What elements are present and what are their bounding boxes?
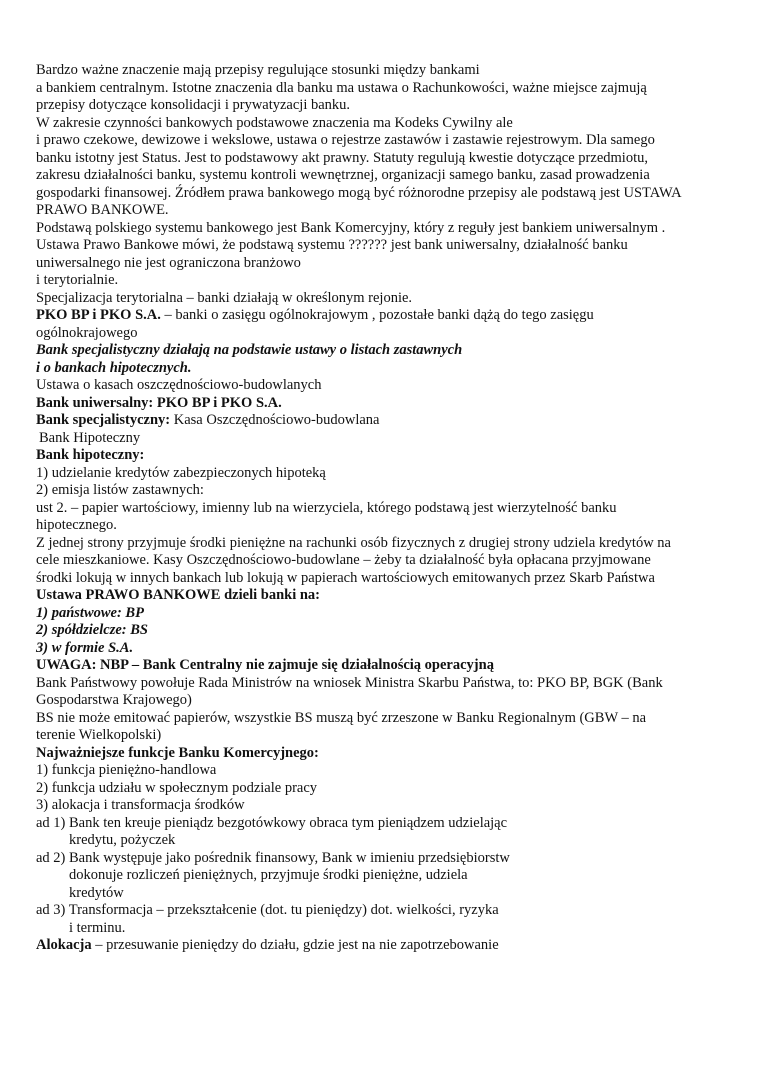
text-line xyxy=(36,622,726,640)
text-line xyxy=(36,220,726,238)
plain-text: Bank Państwowy powołuje Rada Ministrów na wniosek Ministra Skarbu Państwa, to: PKO BP, BGK (Bank xyxy=(36,674,663,691)
plain-text: a bankiem centralnym. Istotne znaczenia dla banku ma ustawa o Rachunkowości, ważne miejsce zajmują xyxy=(36,79,647,96)
plain-text: i terytorialnie. xyxy=(36,272,119,288)
text-line xyxy=(36,727,726,745)
text-line xyxy=(36,62,726,80)
plain-text: ogólnokrajowego xyxy=(36,324,138,341)
plain-text: Ustawa Prawo Bankowe mówi, że podstawą systemu ?????? jest bank uniwersalny, działalność banku xyxy=(36,237,628,253)
text-line xyxy=(36,150,726,168)
plain-text: Z jednej strony przyjmuje środki pieniężne na rachunki osób fizycznych z drugiej strony udziela kredytów na xyxy=(36,534,671,551)
text-line xyxy=(36,185,726,203)
document-page xyxy=(36,62,726,955)
text-line xyxy=(36,640,726,658)
plain-text: – przesuwanie pieniędzy do działu, gdzie jest na nie zapotrzebowanie xyxy=(91,937,499,953)
text-line xyxy=(36,97,726,115)
text-line xyxy=(36,482,726,500)
plain-text: 2) funkcja udziału w społecznym podziale pracy xyxy=(36,779,318,796)
plain-text: hipotecznego. xyxy=(36,517,117,533)
plain-text: 1) funkcja pieniężno-handlowa xyxy=(36,762,217,778)
plain-text: Bardzo ważne znaczenie mają przepisy regulujące stosunki między bankami xyxy=(36,62,480,78)
text-line xyxy=(36,290,726,308)
plain-text: kredytu, pożyczek xyxy=(69,832,176,848)
plain-text: i terminu. xyxy=(69,919,126,936)
text-line xyxy=(36,395,726,413)
plain-text: gospodarki finansowej. Źródłem prawa bankowego mogą być różnorodne przepisy ale podstawą jest USTAWA xyxy=(36,184,682,201)
text-line xyxy=(36,832,726,850)
plain-text: środki lokują w innych bankach lub lokują w papierach wartościowych emitowanych przez Skarb Państwa xyxy=(36,569,655,586)
text-line xyxy=(36,167,726,185)
text-line xyxy=(36,202,726,220)
bold-text: Bank specjalistyczny: xyxy=(36,412,171,428)
text-line xyxy=(36,850,726,868)
text-line xyxy=(36,500,726,518)
text-line xyxy=(36,115,726,133)
plain-text: BS nie może emitować papierów, wszystkie BS muszą być zrzeszone w Banku Regionalnym (GBW – na xyxy=(36,709,647,726)
bold-text: Bank hipoteczny: xyxy=(36,447,145,463)
text-line xyxy=(36,797,726,815)
text-line xyxy=(36,710,726,728)
text-line xyxy=(36,255,726,273)
bold-italic-text: 2) spółdzielcze: BS xyxy=(36,622,148,638)
text-line xyxy=(36,307,726,325)
bold-italic-text: Bank specjalistyczny działają na podstawie ustawy o listach zastawnych xyxy=(36,342,463,358)
text-line xyxy=(36,657,726,675)
text-line xyxy=(36,272,726,290)
plain-text: ad 3) Transformacja – przekształcenie (dot. tu pieniędzy) dot. wielkości, ryzyka xyxy=(36,902,499,918)
plain-text: dokonuje rozliczeń pieniężnych, przyjmuje środki pieniężne, udziela xyxy=(69,867,468,883)
plain-text: 2) emisja listów zastawnych: xyxy=(36,482,204,498)
bold-italic-text: i o bankach hipotecznych. xyxy=(36,359,192,376)
bold-text: UWAGA: NBP – Bank Centralny nie zajmuje się działalnością operacyjną xyxy=(36,657,494,673)
text-line xyxy=(36,465,726,483)
bold-italic-text: 1) państwowe: BP xyxy=(36,604,144,621)
text-line xyxy=(36,80,726,98)
bold-italic-text: 3) w formie S.A. xyxy=(36,639,134,656)
plain-text: przepisy dotyczące konsolidacji i prywatyzacji banku. xyxy=(36,97,351,113)
plain-text: uniwersalnego nie jest ograniczona branżowo xyxy=(36,254,301,271)
bold-text: Ustawa PRAWO BANKOWE dzieli banki na: xyxy=(36,587,320,603)
text-line xyxy=(36,692,726,710)
plain-text: 1) udzielanie kredytów zabezpieczonych hipoteką xyxy=(36,464,326,481)
plain-text: Specjalizacja terytorialna – banki działają w określonym rejonie. xyxy=(36,289,413,306)
plain-text: ad 2) Bank występuje jako pośrednik finansowy, Bank w imieniu przedsiębiorstw xyxy=(36,849,510,866)
plain-text: Gospodarstwa Krajowego) xyxy=(36,692,192,708)
text-line xyxy=(36,517,726,535)
plain-text: Podstawą polskiego systemu bankowego jest Bank Komercyjny, który z reguły jest bankiem uniwersalnym . xyxy=(36,219,666,236)
text-line xyxy=(36,815,726,833)
text-line xyxy=(36,360,726,378)
plain-text: i prawo czekowe, dewizowe i wekslowe, ustawa o rejestrze zastawów i zastawie rejestrowym. Dla samego xyxy=(36,132,655,148)
plain-text: cele mieszkaniowe. Kasy Oszczędnościowo-budowlane – żeby ta działalność była opłacana przyjmowane xyxy=(36,552,651,568)
text-line xyxy=(36,762,726,780)
text-line xyxy=(36,902,726,920)
bold-text: PKO BP i PKO S.A. xyxy=(36,307,161,323)
text-line xyxy=(36,587,726,605)
plain-text: kredytów xyxy=(69,884,124,901)
plain-text: ust 2. – papier wartościowy, imienny lub na wierzyciela, którego podstawą jest wierzytelność banku xyxy=(36,499,617,516)
text-line xyxy=(36,325,726,343)
plain-text: banku istotny jest Status. Jest to podstawowy akt prawny. Statuty regulują kwestie dotyczące przedmiotu, xyxy=(36,149,648,166)
text-line xyxy=(36,920,726,938)
plain-text: Ustawa o kasach oszczędnościowo-budowlanych xyxy=(36,377,322,393)
text-line xyxy=(36,780,726,798)
text-line xyxy=(36,430,726,448)
text-line xyxy=(36,937,726,955)
plain-text: Bank Hipoteczny xyxy=(39,429,141,446)
text-line xyxy=(36,412,726,430)
bold-text: Bank uniwersalny: PKO BP i PKO S.A. xyxy=(36,394,282,411)
text-line xyxy=(36,552,726,570)
text-line xyxy=(36,132,726,150)
plain-text: Kasa Oszczędnościowo-budowlana xyxy=(170,412,380,428)
plain-text: 3) alokacja i transformacja środków xyxy=(36,797,245,813)
text-line xyxy=(36,535,726,553)
text-line xyxy=(36,867,726,885)
bold-text: Alokacja xyxy=(36,937,92,953)
text-line xyxy=(36,237,726,255)
text-line xyxy=(36,342,726,360)
text-line xyxy=(36,605,726,623)
plain-text: PRAWO BANKOWE. xyxy=(36,202,169,218)
plain-text: W zakresie czynności bankowych podstawowe znaczenia ma Kodeks Cywilny ale xyxy=(36,114,513,131)
text-line xyxy=(36,447,726,465)
plain-text: terenie Wielkopolski) xyxy=(36,727,162,743)
text-line xyxy=(36,570,726,588)
bold-text: Najważniejsze funkcje Banku Komercyjnego: xyxy=(36,744,319,761)
plain-text: – banki o zasięgu ogólnokrajowym , pozostałe banki dążą do tego zasięgu xyxy=(160,307,594,323)
plain-text: ad 1) Bank ten kreuje pieniądz bezgotówkowy obraca tym pieniądzem udzielając xyxy=(36,814,508,831)
text-line xyxy=(36,885,726,903)
text-line xyxy=(36,675,726,693)
text-line xyxy=(36,745,726,763)
plain-text: zakresu działalności banku, systemu kontroli wewnętrznej, organizacji samego banku, zasad prowadzenia xyxy=(36,167,650,183)
text-line xyxy=(36,377,726,395)
